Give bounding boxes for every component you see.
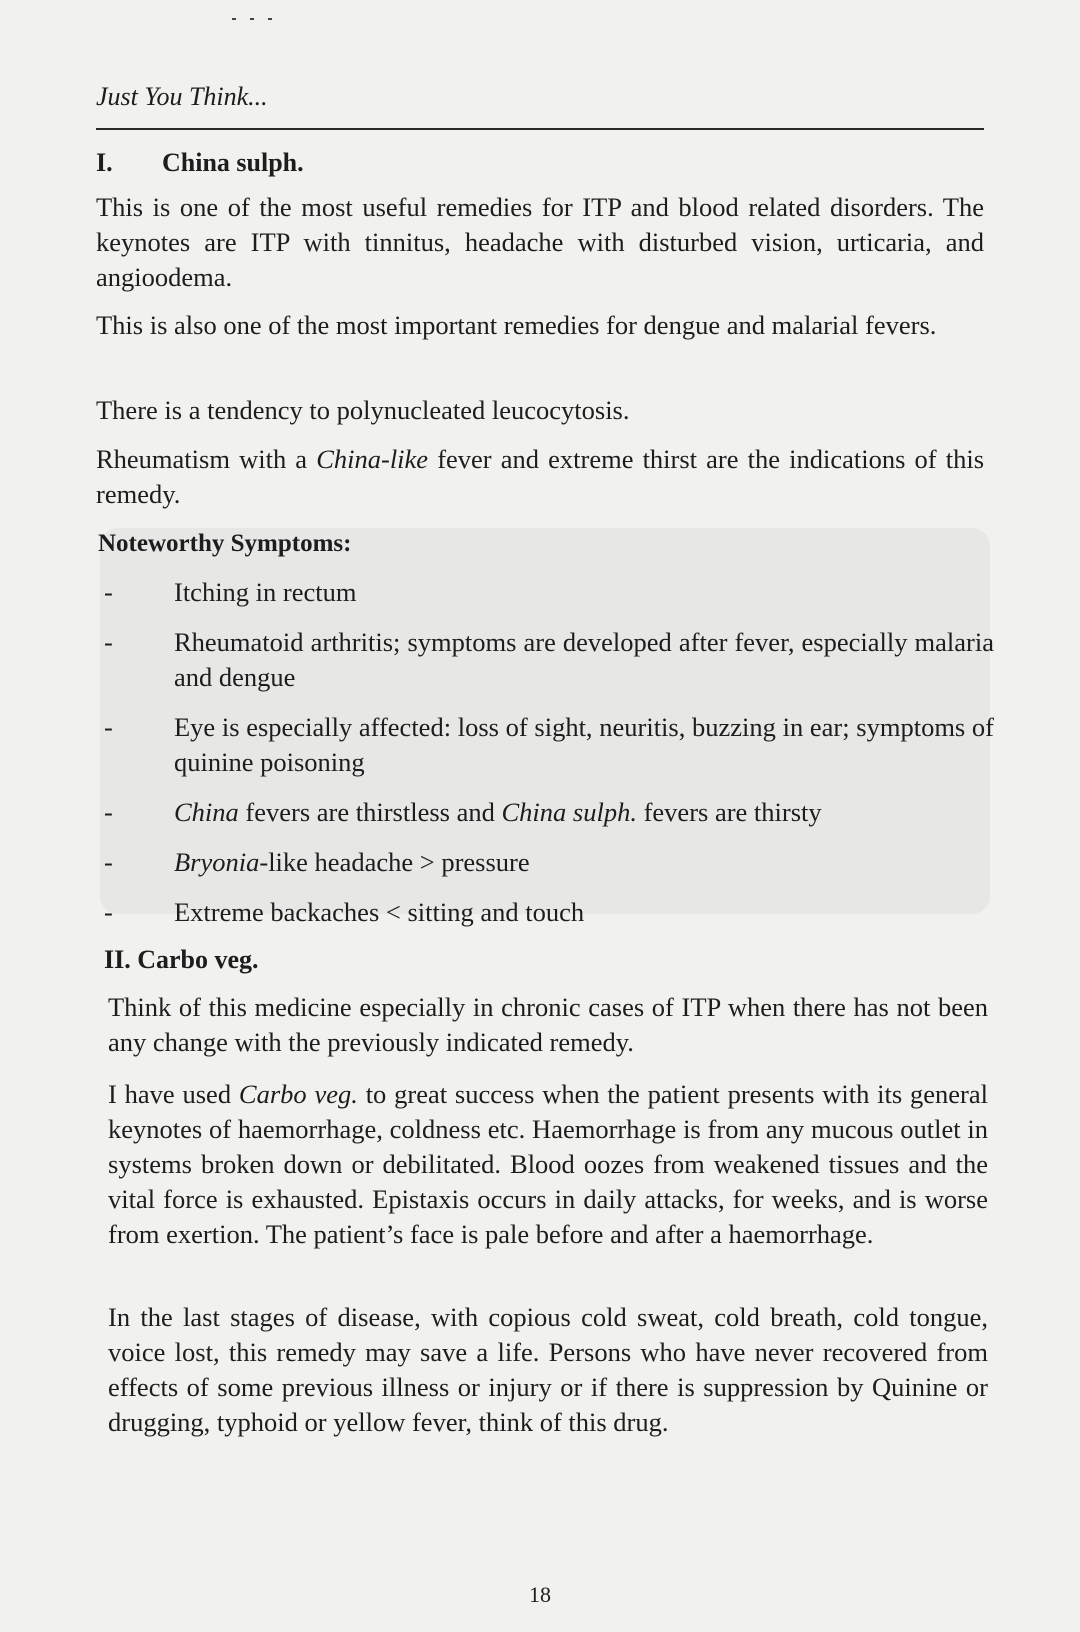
page-number: 18 bbox=[529, 1582, 551, 1607]
scan-speck bbox=[250, 18, 254, 20]
symptom-item: - Eye is especially affected: loss of sight, neuritis, buzzing in ear; symptoms of quinine poisoning bbox=[104, 712, 994, 777]
noteworthy-symptoms-heading: Noteworthy Symptoms: bbox=[98, 530, 352, 557]
symptom-item: - Rheumatoid arthritis; symptoms are developed after fever, especially malaria and dengue bbox=[104, 627, 994, 692]
section-1-paragraph-2: This is also one of the most important remedies for dengue and malarial fevers. bbox=[96, 310, 937, 340]
header-rule bbox=[96, 128, 984, 130]
running-header: Just You Think... bbox=[96, 82, 268, 111]
section-1-title: China sulph. bbox=[162, 148, 304, 177]
section-1-paragraph-3: There is a tendency to polynucleated leucocytosis. bbox=[96, 395, 630, 425]
section-2-paragraph-2: I have used Carbo veg. to great success when the patient presents with its general keynotes of haemorrhage, coldness etc. Haemorrhage is from any mucous outlet in systems broken down or debilitated. Blood oozes from weakened tissues and the vital force is exhausted. Epistaxis occurs in daily attacks, for weeks, and is worse from exertion. The patient’s face is pale before and after a haemorrhage. bbox=[108, 1079, 988, 1249]
scan-speck bbox=[232, 18, 236, 20]
symptom-item: - Extreme backaches < sitting and touch bbox=[104, 897, 585, 927]
section-1-paragraph-1: This is one of the most useful remedies for ITP and blood related disorders. The keynotes are ITP with tinnitus, headache with disturbed vision, urticaria, and angioodema. bbox=[96, 192, 984, 292]
symptom-item: - Itching in rectum bbox=[104, 577, 357, 607]
section-2-paragraph-1: Think of this medicine especially in chronic cases of ITP when there has not been any change with the previously indicated remedy. bbox=[108, 992, 988, 1057]
section-2-heading: II. Carbo veg. bbox=[104, 945, 259, 974]
section-2-paragraph-3: In the last stages of disease, with copious cold sweat, cold breath, cold tongue, voice lost, this remedy may save a life. Persons who have never recovered from effects of some previous illness or injury or if there is suppression by Quinine or drugging, typhoid or yellow fever, think of this drug. bbox=[108, 1302, 988, 1437]
symptom-item: - China fevers are thirstless and China sulph. fevers are thirsty bbox=[104, 797, 822, 827]
section-1-paragraph-4: Rheumatism with a China-like fever and extreme thirst are the indications of this remedy. bbox=[96, 444, 985, 509]
scan-speck bbox=[268, 18, 272, 20]
symptom-item: - Bryonia-like headache > pressure bbox=[104, 847, 530, 877]
section-1-heading bbox=[96, 148, 304, 178]
section-1-number: I. bbox=[96, 148, 113, 177]
